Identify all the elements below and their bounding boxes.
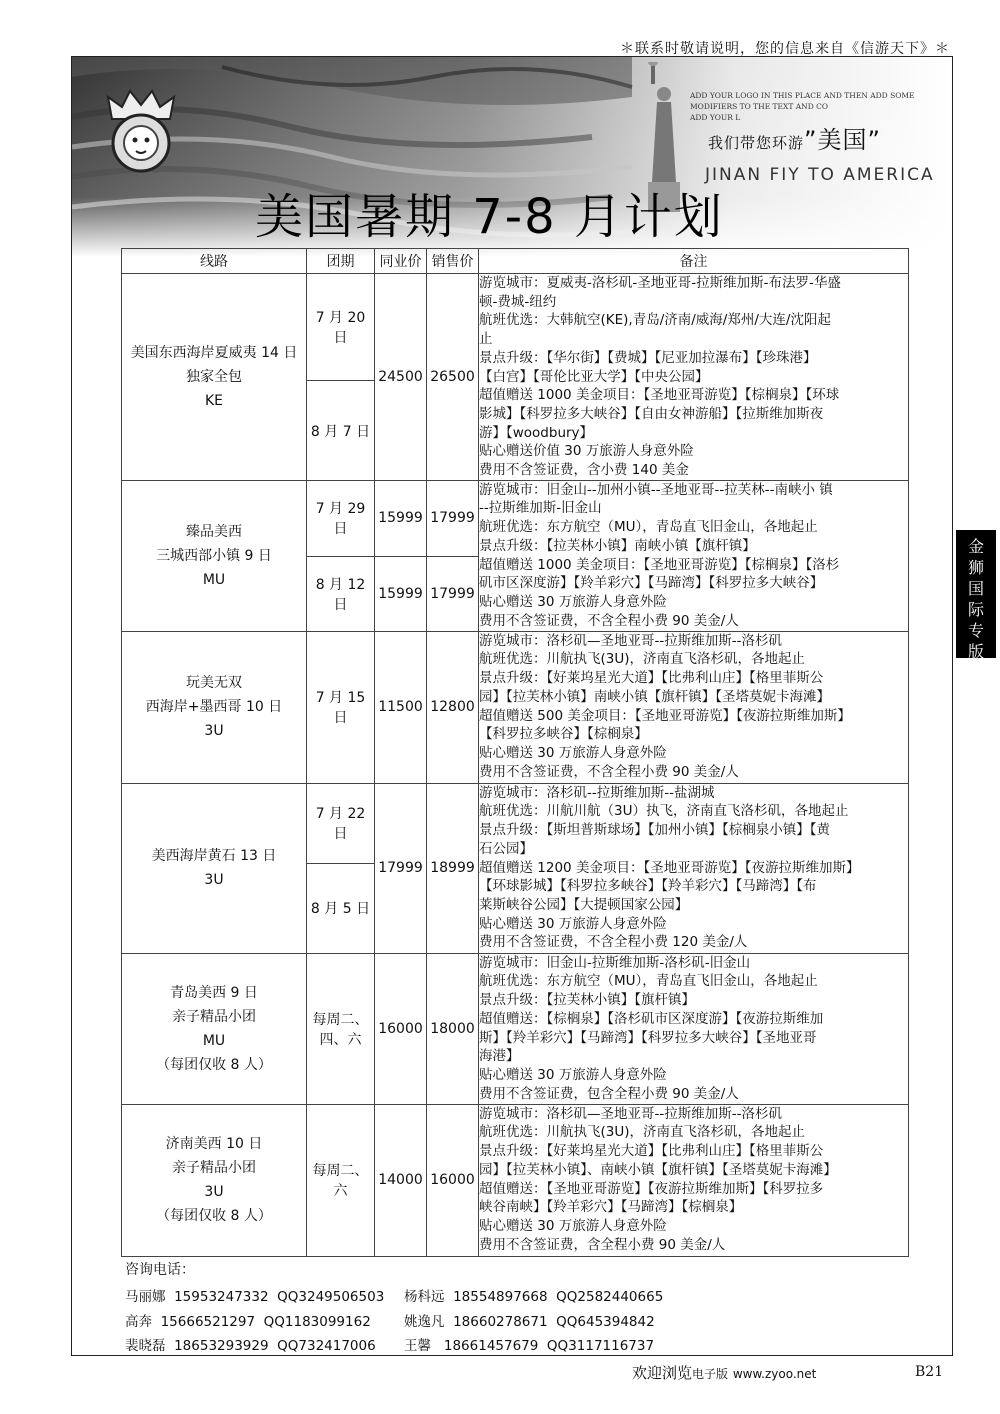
side-tab-char: 版 <box>967 642 984 661</box>
note-line: 景点升级：【华尔街】【费城】【尼亚加拉瀑布】【珍珠港】 <box>479 349 817 366</box>
slogan-highlight: ”美国” <box>804 126 881 154</box>
notes-cell <box>479 1104 909 1256</box>
note-line: 费用不含签证费，不含全程小费 90 美金/人 <box>479 612 739 629</box>
column-header-sale-price: 销售价 <box>427 249 479 274</box>
route-line: MU <box>202 571 226 588</box>
route-line: （每团仅收 8 人） <box>156 1208 272 1225</box>
date-line: 每周二、 <box>312 1011 369 1028</box>
logo-placeholder-line: ADD YOUR L <box>690 113 741 122</box>
footer-edition: 电子版 <box>692 1367 729 1381</box>
column-header-peer-price: 同业价 <box>375 249 427 274</box>
side-tab-char: 国 <box>967 579 984 598</box>
route-line: 青岛美西 9 日 <box>170 984 258 1001</box>
date-cell <box>307 953 375 1104</box>
note-line: 景点升级：【斯坦普斯球场】【加州小镇】【棕榈泉小镇】【黄 <box>479 822 830 839</box>
side-section-tab <box>956 530 996 661</box>
contact-entry: 姚逸凡 18660278671 QQ645394842 <box>404 1314 655 1330</box>
note-line: 游览城市：夏威夷-洛杉矶-圣地亚哥-拉斯维加斯-布法罗-华盛 <box>479 275 841 291</box>
note-line: 斯】【羚羊彩穴】【马蹄湾】【科罗拉多大峡谷】【圣地亚哥 <box>479 1029 817 1046</box>
sale-price-cell: 17999 <box>427 480 479 556</box>
date-line: 每周二、 <box>312 1163 369 1180</box>
column-header-route: 线路 <box>122 249 307 274</box>
peer-price-cell: 11500 <box>375 631 427 783</box>
note-line: 矶市区深度游】【羚羊彩穴】【马蹄湾】【科罗拉多大峡谷】 <box>479 575 824 592</box>
logo-placeholder-text <box>690 90 915 123</box>
route-line: 3U <box>204 1184 224 1201</box>
note-line: 费用不含签证费，不含全程小费 120 美金/人 <box>479 934 748 951</box>
date-line: 四、六 <box>319 1031 362 1048</box>
note-line: 园】【拉芙林小镇】、南峡小镇【旗杆镇】【圣塔莫妮卡海滩】 <box>479 1161 837 1178</box>
date-line: 六 <box>333 1183 348 1200</box>
route-cell <box>122 480 307 631</box>
contacts-heading: 咨询电话： <box>125 1262 195 1278</box>
note-line: 景点升级：【拉芙林小镇】【旗杆镇】 <box>479 992 695 1009</box>
date-cell: 8 月 12 日 <box>307 556 375 631</box>
page-title: 美国暑期 7-8 月计划 <box>255 189 724 245</box>
slogan-prefix: 我们带您环游 <box>708 134 805 152</box>
note-line: 石公园】 <box>479 840 533 857</box>
peer-price-cell: 14000 <box>375 1104 427 1256</box>
sale-price-cell: 26500 <box>427 274 479 481</box>
route-line: （每团仅收 8 人） <box>156 1056 272 1073</box>
route-line: 美西海岸黄石 13 日 <box>151 848 277 865</box>
note-line: 游览城市：旧金山-拉斯维加斯-洛杉矶-旧金山 <box>479 954 751 971</box>
note-line: 费用不含签证费，包含全程小费 90 美金/人 <box>479 1085 739 1102</box>
route-line: 三城西部小镇 9 日 <box>156 547 272 564</box>
route-line: MU <box>202 1032 226 1049</box>
route-line: 玩美无双 <box>186 675 242 692</box>
side-tab-char: 际 <box>967 600 984 619</box>
route-line: 3U <box>204 723 224 740</box>
column-header-notes: 备注 <box>479 249 909 274</box>
date-cell: 7 月 15 日 <box>307 631 375 783</box>
route-line: 西海岸+墨西哥 10 日 <box>145 699 283 716</box>
contact-entry: 高奔 15666521297 QQ1183099162 <box>125 1314 371 1330</box>
note-line: 贴心赠送 30 万旅游人身意外险 <box>479 744 667 761</box>
slogan <box>708 120 881 155</box>
date-cell: 7 月 22 日 <box>307 783 375 863</box>
note-line: 航班优选：川航川航（3U）执飞，济南直飞洛杉矶，各地起止 <box>479 803 849 820</box>
note-line: 峡谷南峡】【羚羊彩穴】【马蹄湾】【棕榈泉】 <box>479 1199 743 1216</box>
peer-price-cell: 17999 <box>375 783 427 953</box>
table-row <box>122 480 909 556</box>
logo-placeholder-line: MODIFIERS TO THE TEXT AND CO <box>690 102 829 111</box>
side-tab-char: 专 <box>967 621 984 640</box>
note-line: 游览城市：洛杉矶--拉斯维加斯--盐湖城 <box>479 784 715 801</box>
table-header-row <box>122 249 909 274</box>
note-line: 游览城市：洛杉矶—圣地亚哥--拉斯维加斯--洛杉矶 <box>479 632 782 649</box>
notes-cell <box>479 783 909 953</box>
sale-price-cell: 17999 <box>427 556 479 631</box>
note-line: 止 <box>479 331 493 348</box>
date-cell: 8 月 5 日 <box>307 863 375 953</box>
footer-url: www.zyoo.net <box>732 1367 817 1381</box>
notes-cell <box>479 274 909 481</box>
table-row <box>122 783 909 863</box>
date-cell: 8 月 7 日 <box>307 381 375 480</box>
note-line: 航班优选：大韩航空(KE),青岛/济南/威海/郑州/大连/沈阳起 <box>479 312 831 329</box>
table-row <box>122 631 909 783</box>
peer-price-cell: 15999 <box>375 556 427 631</box>
note-line: 园】【拉芙林小镇】南峡小镇【旗杆镇】【圣塔莫妮卡海滩】 <box>479 688 830 705</box>
notes-cell <box>479 480 909 631</box>
peer-price-cell: 15999 <box>375 480 427 556</box>
sale-price-cell: 16000 <box>427 1104 479 1256</box>
note-line: 超值赠送：【棕榈泉】【洛杉矶市区深度游】【夜游拉斯维加 <box>479 1010 824 1027</box>
note-line: 航班优选：川航执飞(3U)，济南直飞洛杉矶，各地起止 <box>479 651 806 668</box>
contact-entry: 马丽娜 15953247332 QQ3249506503 <box>125 1289 385 1305</box>
note-line: 超值赠送 500 美金项目：【圣地亚哥游览】【夜游拉斯维加斯】 <box>479 707 851 724</box>
column-header-dates: 团期 <box>307 249 375 274</box>
date-cell: 7 月 20 日 <box>307 274 375 381</box>
table-row <box>122 274 909 381</box>
sale-price-cell: 18999 <box>427 783 479 953</box>
route-line: 亲子精品小团 <box>172 1008 256 1025</box>
route-cell <box>122 783 307 953</box>
note-line: 影城】【科罗拉多大峡谷】【自由女神游船】【拉斯维加斯夜 <box>479 405 824 422</box>
contact-entry: 王馨 18661457679 QQ3117116737 <box>404 1338 655 1354</box>
side-tab-char: 金 <box>967 537 984 556</box>
peer-price-cell: 16000 <box>375 953 427 1104</box>
route-line: KE <box>204 392 224 409</box>
route-line: 独家全包 <box>186 368 242 385</box>
sale-price-cell: 18000 <box>427 953 479 1104</box>
peer-price-cell: 24500 <box>375 274 427 481</box>
notes-cell <box>479 631 909 783</box>
logo-placeholder-line: ADD YOUR LOGO IN THIS PLACE AND THEN ADD SOME <box>690 91 915 100</box>
note-line: 景点升级：【好莱坞星光大道】【比弗利山庄】【格里菲斯公 <box>479 1143 824 1160</box>
note-line: 费用不含签证费，不含全程小费 90 美金/人 <box>479 763 739 780</box>
note-line: 【白宫】【哥伦比亚大学】【中央公园】 <box>479 368 709 385</box>
note-line: 费用不含签证费，含全程小费 90 美金/人 <box>479 1236 726 1253</box>
route-line: 美国东西海岸夏威夷 14 日 <box>130 344 298 361</box>
note-line: 游览城市：洛杉矶—圣地亚哥--拉斯维加斯--洛杉矶 <box>479 1105 782 1122</box>
note-line: 贴心赠送 30 万旅游人身意外险 <box>479 1217 667 1234</box>
note-line: 航班优选：东方航空（MU），青岛直飞旧金山，各地起止 <box>479 519 818 536</box>
source-note: ＊联系时敬请说明，您的信息来自《信游天下》＊ <box>620 41 950 57</box>
note-line: 贴心赠送 30 万旅游人身意外险 <box>479 593 667 610</box>
contact-entry: 杨科远 18554897668 QQ2582440665 <box>404 1289 664 1305</box>
note-line: 游览城市：旧金山--加州小镇--圣地亚哥--拉芙林--南峡小 镇 <box>479 481 833 498</box>
tour-table <box>121 248 909 1257</box>
route-line: 3U <box>204 872 224 889</box>
note-line: 超值赠送 1000 美金项目：【圣地亚哥游览】【棕榈泉】【洛杉 <box>479 556 840 573</box>
note-line: 贴心赠送 30 万旅游人身意外险 <box>479 1066 667 1083</box>
note-line: 顿-费城-纽约 <box>479 293 557 310</box>
note-line: 贴心赠送 30 万旅游人身意外险 <box>479 915 667 932</box>
route-line: 济南美西 10 日 <box>165 1136 263 1153</box>
note-line: 莱斯峡谷公园】【大提顿国家公园】 <box>479 896 689 913</box>
footer <box>632 1362 816 1383</box>
note-line: --拉斯维加斯-旧金山 <box>479 500 602 517</box>
note-line: 超值赠送 1200 美金项目：【圣地亚哥游览】【夜游拉斯维加斯】 <box>479 859 860 876</box>
note-line: 超值赠送 1000 美金项目：【圣地亚哥游览】【棕榈泉】【环球 <box>479 387 840 404</box>
route-cell <box>122 631 307 783</box>
route-cell <box>122 1104 307 1256</box>
note-line: 贴心赠送价值 30 万旅游人身意外险 <box>479 443 694 460</box>
note-line: 航班优选：东方航空（MU），青岛直飞旧金山，各地起止 <box>479 973 818 990</box>
note-line: 航班优选：川航执飞(3U)，济南直飞洛杉矶，各地起止 <box>479 1124 806 1141</box>
date-cell <box>307 1104 375 1256</box>
note-line: 【环球影城】【科罗拉多峡谷】【羚羊彩穴】【马蹄湾】【布 <box>479 878 817 895</box>
slogan-english: JINAN FIY TO AMERICA <box>705 165 935 185</box>
note-line: 景点升级：【好莱坞星光大道】【比弗利山庄】【格里菲斯公 <box>479 670 824 687</box>
note-line: 游】【woodbury】 <box>479 424 594 441</box>
note-line: 海港】 <box>479 1048 520 1065</box>
note-line: 【科罗拉多峡谷】【棕榈泉】 <box>479 726 648 743</box>
sale-price-cell: 12800 <box>427 631 479 783</box>
route-line: 臻品美西 <box>186 523 242 540</box>
table-row <box>122 1104 909 1256</box>
side-tab-char: 狮 <box>967 558 984 577</box>
lion-logo <box>100 85 182 175</box>
page-number: B21 <box>915 1364 944 1380</box>
note-line: 超值赠送：【圣地亚哥游览】【夜游拉斯维加斯】【科罗拉多 <box>479 1180 824 1197</box>
route-cell <box>122 274 307 481</box>
footer-welcome: 欢迎浏览 <box>632 1364 693 1382</box>
table-row <box>122 953 909 1104</box>
notes-cell <box>479 953 909 1104</box>
route-cell <box>122 953 307 1104</box>
route-line: 亲子精品小团 <box>172 1160 256 1177</box>
note-line: 景点升级：【拉芙林小镇】南峡小镇【旗杆镇】 <box>479 537 756 554</box>
contact-entry: 裴晓磊 18653293929 QQ732417006 <box>125 1338 376 1354</box>
date-cell: 7 月 29 日 <box>307 480 375 556</box>
note-line: 费用不含签证费，含小费 140 美金 <box>479 462 689 479</box>
